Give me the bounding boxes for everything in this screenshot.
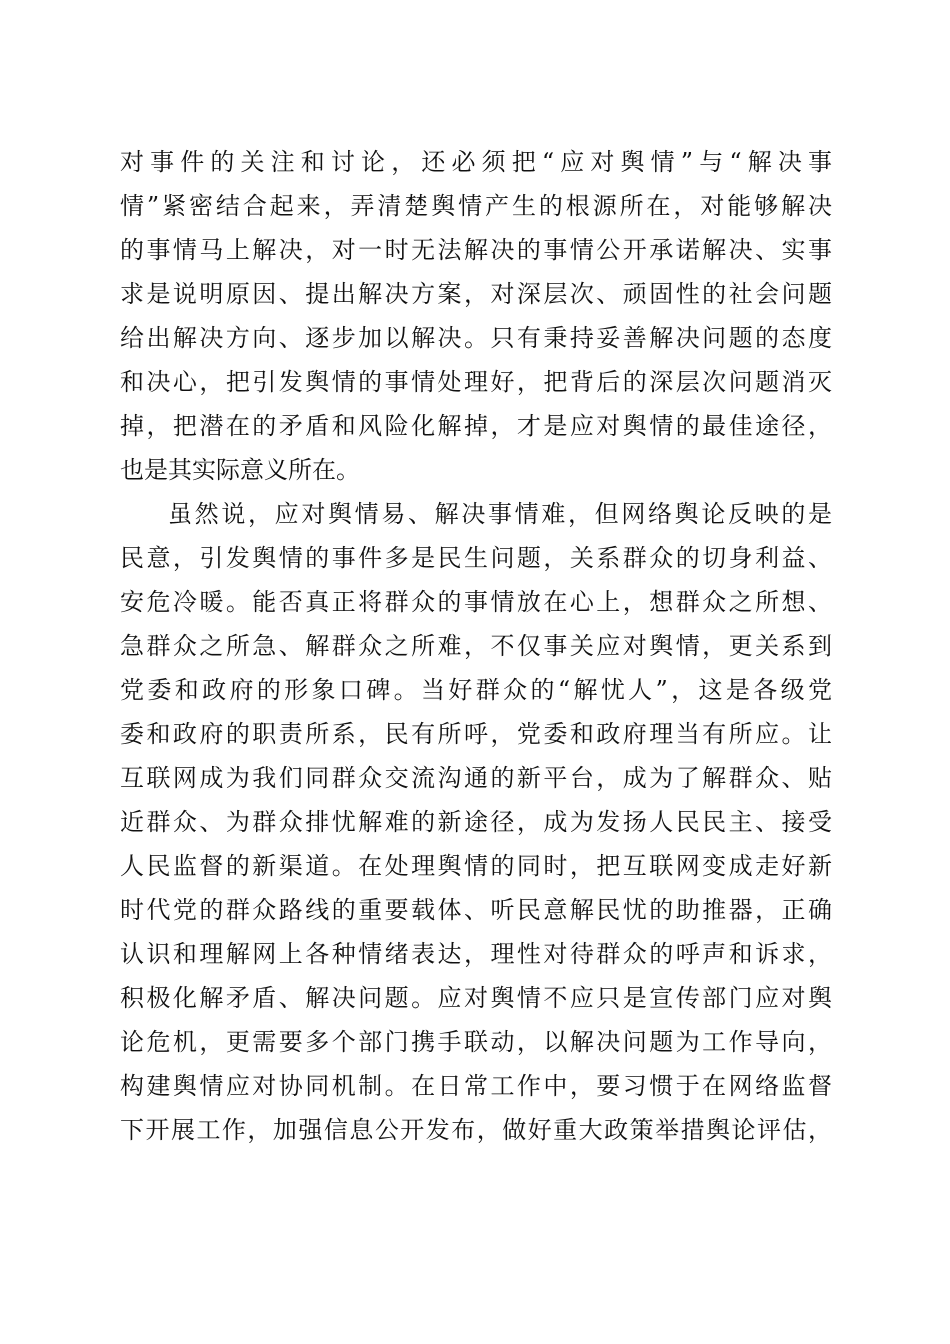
text-line: 和决心，把引发舆情的事情处理好，把背后的深层次问题消灭: [120, 368, 832, 396]
text-line: 论危机，更需要多个部门携手联动，以解决问题为工作导向，: [120, 1028, 832, 1056]
text-line: 构建舆情应对协同机制。在日常工作中，要习惯于在网络监督: [120, 1072, 832, 1100]
text-line: 下开展工作，加强信息公开发布，做好重大政策举措舆论评估，: [120, 1116, 832, 1144]
text-line: 近群众、为群众排忧解难的新途径，成为发扬人民民主、接受: [120, 808, 832, 836]
text-line: 虽然说，应对舆情易、解决事情难，但网络舆论反映的是: [168, 500, 832, 528]
text-line: 给出解决方向、逐步加以解决。只有秉持妥善解决问题的态度: [120, 324, 832, 352]
text-line: 急群众之所急、解群众之所难，不仅事关应对舆情，更关系到: [120, 632, 832, 660]
text-line: 对事件的关注和讨论，还必须把“应对舆情”与“解决事: [120, 148, 832, 176]
text-line: 掉，把潜在的矛盾和风险化解掉，才是应对舆情的最佳途径，: [120, 412, 832, 440]
text-line: 求是说明原因、提出解决方案，对深层次、顽固性的社会问题: [120, 280, 832, 308]
paragraph-2: [120, 492, 832, 1152]
text-line: 也是其实际意义所在。: [120, 456, 360, 484]
text-line: 委和政府的职责所系，民有所呼，党委和政府理当有所应。让: [120, 720, 832, 748]
paragraph-1: [120, 140, 832, 492]
text-line: 民意，引发舆情的事件多是民生问题，关系群众的切身利益、: [120, 544, 832, 572]
text-line: 安危冷暖。能否真正将群众的事情放在心上，想群众之所想、: [120, 588, 832, 616]
text-line: 人民监督的新渠道。在处理舆情的同时，把互联网变成走好新: [120, 852, 832, 880]
text-line: 积极化解矛盾、解决问题。应对舆情不应只是宣传部门应对舆: [120, 984, 832, 1012]
text-line: 互联网成为我们同群众交流沟通的新平台，成为了解群众、贴: [120, 764, 832, 792]
document-body: [120, 140, 832, 1152]
text-line: 时代党的群众路线的重要载体、听民意解民忧的助推器，正确: [120, 896, 832, 924]
text-line: 党委和政府的形象口碑。当好群众的“解忧人”，这是各级党: [120, 676, 832, 704]
text-line: 的事情马上解决，对一时无法解决的事情公开承诺解决、实事: [120, 236, 832, 264]
text-line: 认识和理解网上各种情绪表达，理性对待群众的呼声和诉求，: [120, 940, 832, 968]
text-line: 情”紧密结合起来，弄清楚舆情产生的根源所在，对能够解决: [120, 192, 832, 220]
